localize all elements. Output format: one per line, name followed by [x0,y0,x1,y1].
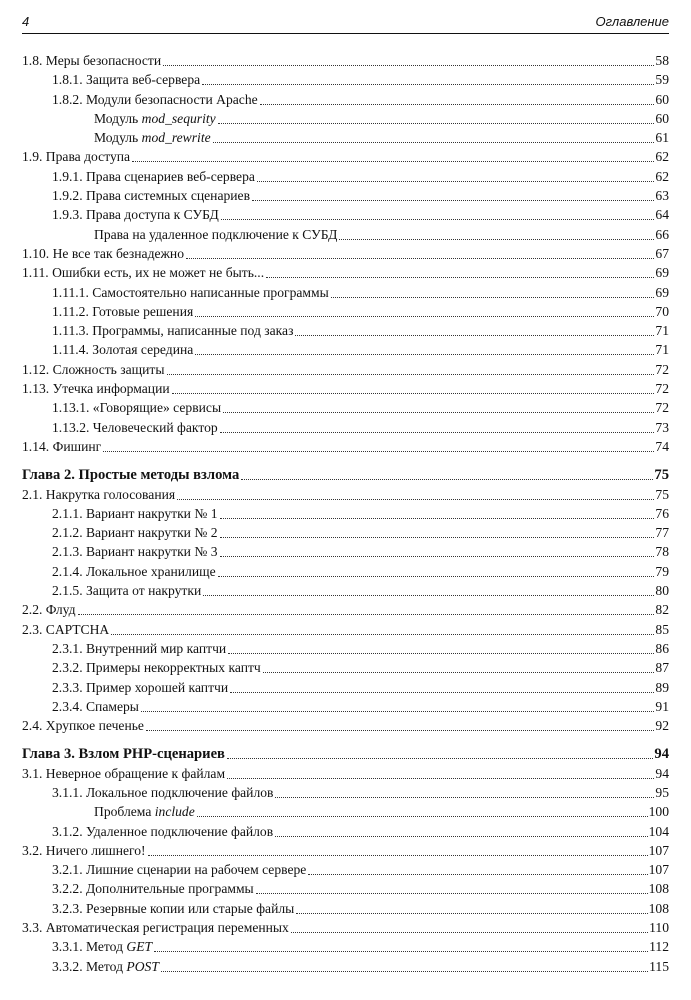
dot-leader [266,277,654,278]
toc-entry-text: Пример хорошей каптчи [85,679,229,695]
page-number: 4 [22,14,30,29]
toc-entry-text: Права доступа к СУБД [85,207,219,223]
toc-page-number: 112 [649,939,669,955]
dot-leader [218,576,655,577]
toc-page-number: 72 [655,400,669,416]
toc-entry-italic-term: GET [126,939,153,955]
toc-entry-title [22,148,130,166]
dot-leader [202,84,654,85]
toc-entry-text: Спамеры [85,698,139,714]
toc-page-number: 66 [655,226,669,242]
toc-entry [22,168,669,187]
toc-entry-number: 2.1.2. [52,525,86,541]
toc-entry [22,563,669,582]
toc-entry [22,438,669,457]
toc-entry-text: Внутренний мир каптчи [85,640,227,656]
toc-entry-text: Права сценариев веб-сервера [85,168,255,184]
toc-entry-number: 3.2. [22,842,46,858]
toc-entry-text: Неверное обращение к файлам [45,765,226,781]
toc-entry-text: Хрупкое печенье [45,718,144,734]
table-of-contents [22,52,669,977]
toc-entry-number: 2.1.1. [52,505,86,521]
toc-entry-title [52,823,273,841]
dot-leader [197,816,648,817]
toc-page-number: 73 [655,419,669,435]
dot-leader [111,634,654,635]
toc-entry-title [52,938,152,956]
toc-entry [22,419,669,438]
dot-leader [291,932,648,933]
toc-entry-number: 1.13.2. [52,419,93,435]
toc-page-number: 108 [648,900,669,916]
toc-entry-text: Простые методы взлома [78,467,240,484]
toc-entry-title [94,226,337,244]
toc-entry-text: CAPTCHA [45,621,110,637]
toc-entry-text: «Говорящие» сервисы [92,400,222,416]
toc-page-number: 95 [655,784,669,800]
toc-page-number: 91 [655,698,669,714]
chapter-gap [22,457,669,466]
toc-entry-title [22,621,109,639]
toc-entry [22,938,669,957]
toc-page-number: 70 [655,303,669,319]
toc-page-number: 72 [655,381,669,397]
toc-entry-number: 1.13.1. [52,400,93,416]
toc-entry-text: Примеры некорректных каптч [85,660,261,676]
toc-entry [22,380,669,399]
toc-chapter [22,745,669,764]
dot-leader [148,855,648,856]
dot-leader [220,556,655,557]
dot-leader [308,874,647,875]
toc-entry [22,543,669,562]
dot-leader [78,614,655,615]
toc-entry-number: 1.8.2. [52,91,86,107]
toc-entry-text: Не все так безнадежно [52,245,184,261]
toc-page-number: 71 [655,323,669,339]
toc-entry [22,621,669,640]
dot-leader [223,412,654,413]
dot-leader [220,518,655,519]
toc-entry [22,245,669,264]
toc-entry-text: Сложность защиты [52,361,165,377]
toc-entry [22,264,669,283]
toc-entry [22,303,669,322]
toc-entry-number: 1.11.4. [52,342,93,358]
toc-entry-text: Права системных сценариев [85,188,250,204]
toc-entry-number: 2.2. [22,602,46,618]
toc-page-number: 62 [655,168,669,184]
toc-entry-title [52,322,293,340]
toc-entry-number: 1.11.3. [52,323,93,339]
toc-entry-number: 2.3.1. [52,640,86,656]
toc-entry [22,698,669,717]
toc-entry-number: 2.3.4. [52,698,86,714]
header-title: Оглавление [595,14,669,29]
dot-leader [227,778,654,779]
toc-page-number: 104 [648,823,669,839]
toc-entry-text: Накрутка голосования [45,486,176,502]
dot-leader [195,316,654,317]
toc-entry-text: Человеческий фактор [92,419,218,435]
toc-entry [22,91,669,110]
toc-entry-title [52,698,139,716]
toc-entry [22,322,669,341]
toc-entry-number: 3.3.2. [52,958,86,974]
toc-entry-text: Локальное подключение файлов [85,784,274,800]
toc-entry [22,803,669,822]
toc-entry-number: 3.2.1. [52,862,86,878]
toc-entry-text: Ошибки есть, их не может не быть... [52,265,265,281]
toc-page-number: 107 [648,842,669,858]
toc-page-number: 76 [655,505,669,521]
toc-entry-number: Глава 2. [22,467,79,484]
dot-leader [275,836,647,837]
toc-entry-title [52,784,273,802]
dot-leader [203,595,654,596]
toc-entry-title [52,399,221,417]
toc-entry-title [52,168,255,186]
toc-entry-text: Модуль [94,110,142,126]
toc-entry-title [22,245,184,263]
toc-entry-text: Утечка информации [52,381,170,397]
toc-entry-number: 2.4. [22,718,46,734]
dot-leader [230,692,654,693]
toc-entry [22,582,669,601]
toc-entry-title [22,842,146,860]
dot-leader [256,893,648,894]
toc-entry-title [52,91,258,109]
dot-leader [296,913,647,914]
toc-entry-title [52,679,228,697]
dot-leader [167,374,655,375]
toc-page-number: 75 [655,486,669,502]
toc-entry-italic-term: include [154,804,195,820]
toc-entry-number: 1.12. [22,361,53,377]
toc-page-number: 59 [655,72,669,88]
dot-leader [260,104,655,105]
toc-entry-number: 2.1.4. [52,563,86,579]
toc-entry-title [52,640,226,658]
toc-entry [22,52,669,71]
toc-entry-number: 1.8. [22,53,46,68]
toc-entry-number: 1.11.2. [52,303,93,319]
toc-page-number: 67 [655,245,669,261]
toc-entry [22,900,669,919]
toc-entry-text: Дополнительные программы [85,881,254,897]
toc-page-number: 87 [655,660,669,676]
toc-entry-title [22,717,144,735]
toc-entry [22,110,669,129]
toc-entry [22,784,669,803]
toc-entry-number: 2.3.3. [52,679,86,695]
toc-entry-title [22,466,239,484]
toc-page-number: 60 [655,91,669,107]
toc-entry-text: Вариант накрутки № 3 [85,544,218,560]
dot-leader [241,479,653,480]
toc-entry-text: Программы, написанные под заказ [92,323,294,339]
toc-entry-title [22,264,264,282]
toc-page-number: 60 [655,110,669,126]
toc-entry [22,399,669,418]
toc-entry-number: 3.1. [22,765,46,781]
toc-page-number: 92 [655,718,669,734]
dot-leader [154,951,648,952]
dot-leader [252,200,654,201]
toc-entry-title [52,880,254,898]
toc-entry [22,842,669,861]
dot-leader [220,432,655,433]
toc-entry-text: Удаленное подключение файлов [85,823,274,839]
toc-entry-number: 1.14. [22,438,53,454]
toc-entry-number: 3.2.3. [52,900,86,916]
toc-page-number: 86 [655,640,669,656]
toc-entry [22,129,669,148]
toc-entry [22,717,669,736]
toc-entry-text: Вариант накрутки № 1 [85,505,218,521]
toc-page-number: 89 [655,679,669,695]
toc-page-number: 94 [654,746,669,763]
toc-entry-number: 3.3.1. [52,939,86,955]
toc-entry [22,880,669,899]
toc-entry-title [94,110,216,128]
toc-entry [22,71,669,90]
toc-page-number: 82 [655,602,669,618]
dot-leader [213,142,655,143]
toc-entry [22,640,669,659]
toc-entry-text: Самостоятельно написанные программы [92,284,329,300]
toc-entry-title [22,361,165,379]
dot-leader [141,711,654,712]
toc-page-number: 58 [655,53,669,68]
dot-leader [331,297,655,298]
toc-entry-title [52,900,294,918]
toc-page-number: 110 [649,920,669,936]
toc-page-number: 63 [655,188,669,204]
toc-entry-number: 1.9.3. [52,207,86,223]
toc-entry-text: Взлом PHP-сценариев [78,746,225,763]
toc-entry-title [52,543,218,561]
toc-page-number: 85 [655,621,669,637]
toc-entry-text: Лишние сценарии на рабочем сервере [85,862,307,878]
toc-page-number: 94 [655,765,669,781]
toc-entry [22,823,669,842]
toc-page-number: 77 [655,525,669,541]
toc-entry-title [94,803,195,821]
dot-leader [146,730,654,731]
toc-entry-text: Ничего лишнего! [45,842,146,858]
toc-entry-title [52,958,159,976]
toc-page-number: 69 [655,265,669,281]
toc-entry-text: Резервные копии или старые файлы [85,900,295,916]
toc-entry-number: 2.1.5. [52,583,86,599]
toc-entry-title [52,524,218,542]
toc-entry-number: 3.2.2. [52,881,86,897]
toc-page-number: 108 [648,881,669,897]
toc-entry-text: Права доступа [45,149,131,165]
dot-leader [132,161,654,162]
dot-leader [163,65,654,66]
toc-entry-text: Фишинг [52,438,102,454]
toc-entry-title [52,303,193,321]
toc-entry-text: Права на удаленное подключение к СУБД [94,226,338,242]
dot-leader [263,672,655,673]
toc-page-number: 71 [655,342,669,358]
toc-entry [22,659,669,678]
toc-entry [22,284,669,303]
toc-entry-text: Проблема [94,804,155,820]
toc-entry-number: 2.3.2. [52,660,86,676]
toc-page-number: 74 [655,438,669,454]
toc-entry-number: 3.3. [22,920,46,936]
toc-entry-number: 2.1. [22,486,46,502]
toc-entry [22,679,669,698]
toc-entry-number: 1.9.2. [52,188,86,204]
toc-entry-number: Глава 3. [22,746,79,763]
toc-entry-title [94,129,211,147]
toc-entry-title [22,486,175,504]
toc-entry-title [52,659,261,677]
toc-entry-italic-term: mod_sequrity [141,110,216,126]
toc-entry [22,601,669,620]
toc-page-number: 115 [649,958,669,974]
toc-entry [22,148,669,167]
toc-entry-number: 3.1.2. [52,823,86,839]
toc-entry [22,361,669,380]
toc-entry [22,958,669,977]
dot-leader [218,123,655,124]
toc-entry-text: Автоматическая регистрация переменных [45,920,289,936]
dot-leader [275,797,654,798]
toc-entry-number: 1.11. [22,265,53,281]
toc-entry-number: 1.10. [22,245,53,261]
toc-entry-text: Локальное хранилище [85,563,216,579]
toc-entry-number: 2.1.3. [52,544,86,560]
toc-entry-number: 1.8.1. [52,72,86,88]
toc-entry-text: Модули безопасности Apache [85,91,258,107]
toc-entry-text: Флуд [45,602,76,618]
toc-page-number: 107 [648,862,669,878]
toc-entry-title [52,71,200,89]
toc-entry-title [22,919,289,937]
dot-leader [220,537,655,538]
dot-leader [257,181,654,182]
toc-page-number: 80 [655,583,669,599]
dot-leader [161,971,648,972]
dot-leader [295,335,654,336]
toc-entry-text: Защита веб-сервера [85,72,201,88]
toc-entry-text: Золотая середина [92,342,194,358]
toc-entry-text: Готовые решения [92,303,194,319]
toc-entry [22,187,669,206]
chapter-gap [22,736,669,745]
toc-page-number: 79 [655,563,669,579]
toc-entry-title [52,505,218,523]
toc-entry-text: Метод [85,958,127,974]
toc-entry [22,341,669,360]
toc-entry-title [22,765,225,783]
toc-entry-title [22,380,170,398]
toc-entry-text: Вариант накрутки № 2 [85,525,218,541]
toc-entry-title [52,419,218,437]
toc-entry-number: 3.1.1. [52,784,86,800]
toc-entry-title [52,563,216,581]
toc-entry [22,861,669,880]
toc-chapter [22,466,669,485]
toc-entry-title [52,284,329,302]
running-header [22,13,669,34]
toc-entry [22,765,669,784]
toc-page-number: 69 [655,284,669,300]
dot-leader [228,653,654,654]
toc-entry [22,919,669,938]
toc-entry-number: 1.11.1. [52,284,93,300]
dot-leader [227,758,653,759]
toc-entry-text: Меры безопасности [45,53,162,68]
toc-page-number: 62 [655,149,669,165]
toc-entry-text: Защита от накрутки [85,583,202,599]
toc-page-number: 61 [655,130,669,146]
toc-page-number: 78 [655,544,669,560]
toc-entry-title [52,341,193,359]
toc-entry [22,524,669,543]
toc-entry-italic-term: mod_rewrite [141,130,211,146]
toc-entry-text: Метод [85,939,127,955]
toc-entry-italic-term: POST [126,958,159,974]
toc-entry-title [22,438,101,456]
toc-page-number: 72 [655,361,669,377]
dot-leader [221,219,655,220]
toc-entry-number: 1.13. [22,381,53,397]
toc-entry-number: 2.3. [22,621,46,637]
dot-leader [186,258,654,259]
toc-page-number: 100 [648,804,669,820]
dot-leader [177,499,654,500]
toc-entry-number: 1.9. [22,149,46,165]
toc-entry [22,505,669,524]
toc-entry-title [22,745,225,763]
toc-entry [22,226,669,245]
dot-leader [339,239,654,240]
toc-entry-title [22,52,161,70]
toc-entry-title [22,601,76,619]
toc-entry-title [52,187,250,205]
dot-leader [172,393,655,394]
toc-entry [22,206,669,225]
toc-entry-title [52,861,306,879]
toc-entry-number: 1.9.1. [52,168,86,184]
toc-page-number: 64 [655,207,669,223]
toc-entry-title [52,206,219,224]
toc-entry [22,486,669,505]
dot-leader [195,354,654,355]
toc-entry-title [52,582,201,600]
toc-page-number: 75 [654,467,669,484]
dot-leader [103,451,654,452]
toc-entry-text: Модуль [94,130,142,146]
